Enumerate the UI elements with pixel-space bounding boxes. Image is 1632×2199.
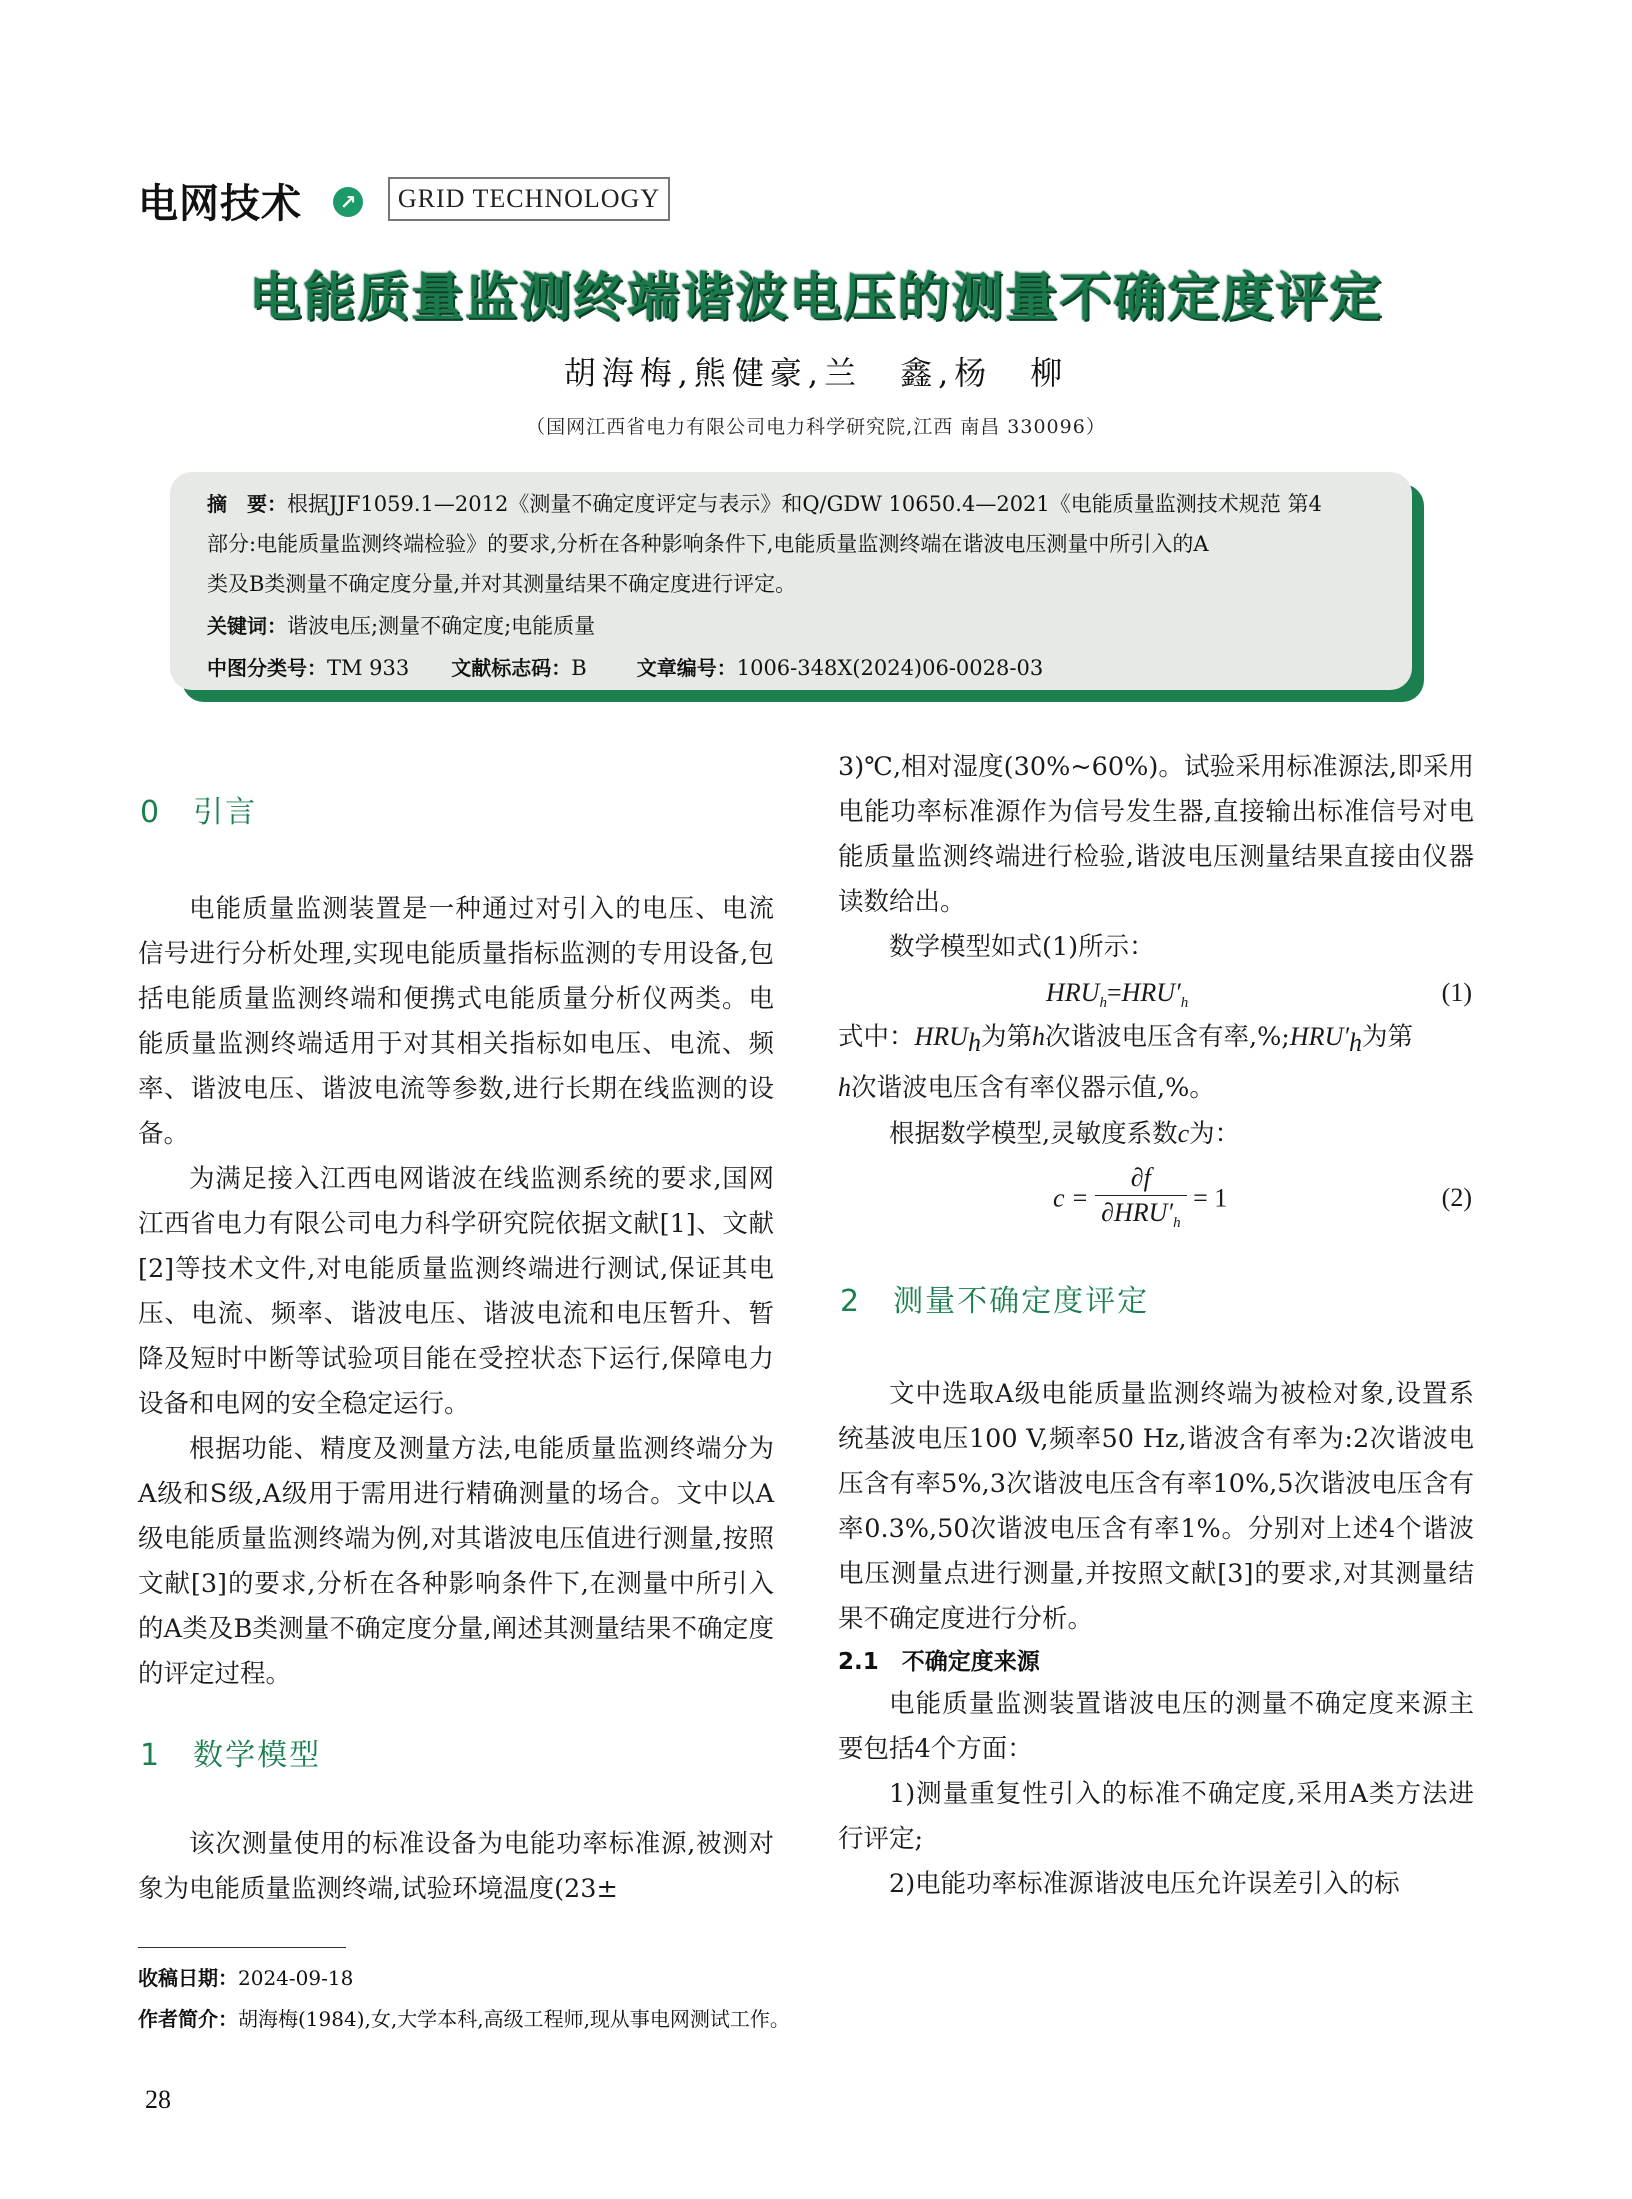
abstract-line-3: 类及B类测量不确定度分量,并对其测量结果不确定度进行评定。 [207, 572, 797, 596]
section-tag-english: GRID TECHNOLOGY [388, 177, 670, 221]
paragraph: 数学模型如式(1)所示： [889, 932, 1155, 962]
equation-number: (1) [1441, 978, 1472, 1007]
right-column [838, 745, 1474, 1907]
page-number: 28 [145, 2085, 171, 2114]
authors: 胡海梅,熊健豪,兰 鑫,杨 柳 [563, 354, 1069, 392]
paragraph: 电能质量监测装置是一种通过对引入的电压、电流信号进行分析处理,实现电能质量指标监测的专用设备,包括电能质量监测终端和便携式电能质量分析仪两类。电能质量监测终端适用于对其相关指标如电压、电流、频率、谐波电压、谐波电流等参数,进行长期在线监测的设备。 [138, 894, 774, 1149]
abstract-line-1: 摘 要：根据JJF1059.1—2012《测量不确定度评定与表示》和Q/GDW 10650.4—2021《电能质量监测技术规范 第4 [207, 492, 1322, 516]
keywords-label: 关键词： [207, 614, 287, 638]
abstract-label: 摘 要： [207, 492, 287, 516]
paragraph: 3)℃,相对湿度(30%~60%)。试验采用标准源法,即采用电能功率标准源作为信号发生器,直接输出标准信号对电能质量监测终端进行检验,谐波电压测量结果直接由仪器读数给出。 [838, 752, 1474, 917]
footnote-received: 收稿日期：2024-09-18 [138, 1966, 354, 1990]
abstract-line-2: 部分:电能质量监测终端检验》的要求,分析在各种影响条件下,电能质量监测终端在谐波电压测量中所引入的A [207, 532, 1209, 556]
equation-2: c = $\frac{\partial f}{\partial HRU'_h}$ = 1 (2) [1053, 1163, 1472, 1232]
paper-title: 电能质量监测终端谐波电压的测量不确定度评定 [248, 268, 1383, 328]
paragraph: 文中选取A级电能质量监测终端为被检对象,设置系统基波电压100 V,频率50 Hz,谐波含有率为:2次谐波电压含有率5%,3次谐波电压含有率10%,5次谐波电压含有率0.3%,50次谐波电压含有率1%。分别对上述4个谐波电压测量点进行测量,并按照文献[3]的要求,对其测量结果不确定度进行分析。 [838, 1379, 1474, 1635]
subheading-sources: 2.1 不确定度来源 [838, 1649, 1040, 1676]
keywords: 关键词：谐波电压;测量不确定度;电能质量 [207, 614, 596, 638]
heading-uncertainty: 2 测量不确定度评定 [840, 1284, 1150, 1320]
classification-line: 中图分类号：TM 933 文献标志码：B 文章编号：1006-348X(2024)06-0028-03 [207, 656, 1044, 680]
left-column [138, 790, 774, 1912]
footnote-divider [138, 1947, 346, 1948]
equation-number: (2) [1441, 1183, 1472, 1213]
paragraph: 2)电能功率标准源谐波电压允许误差引入的标 [889, 1869, 1400, 1900]
paragraph: 1)测量重复性引入的标准不确定度,采用A类方法进行评定; [838, 1779, 1474, 1855]
paragraph: 电能质量监测装置谐波电压的测量不确定度来源主要包括4个方面： [838, 1689, 1474, 1765]
heading-introduction: 0 引言 [140, 795, 258, 830]
paragraph: 该次测量使用的标准设备为电能功率标准源,被测对象为电能质量监测终端,试验环境温度(23± [138, 1829, 774, 1904]
section-tag: 电网技术 [138, 181, 302, 227]
paragraph: 根据数学模型,灵敏度系数c为： [889, 1119, 1241, 1150]
arrow-up-right-icon: ↗ [333, 187, 363, 217]
affiliation: （国网江西省电力有限公司电力科学研究院,江西 南昌 330096） [526, 416, 1106, 438]
paragraph: 式中：$HRU_h$为第h次谐波电压含有率$,\%;HRU'_h$为第 h次谐波电压含有率仪器示值,%。 [838, 1022, 1414, 1104]
equation-1: $HRU_h=HRU'_h$ (1) [838, 970, 1474, 1014]
paragraph: 根据功能、精度及测量方法,电能质量监测终端分为A级和S级,A级用于需用进行精确测量的场合。文中以A级电能质量监测终端为例,对其谐波电压值进行测量,按照文献[3]的要求,分析在各种影响条件下,在测量中所引入的A类及B类测量不确定度分量,阐述其测量结果不确定度的评定过程。 [138, 1434, 774, 1689]
heading-math-model: 1 数学模型 [140, 1738, 322, 1773]
footnote-author: 作者简介：胡海梅(1984),女,大学本科,高级工程师,现从事电网测试工作。 [138, 2007, 790, 2031]
paragraph: 为满足接入江西电网谐波在线监测系统的要求,国网江西省电力有限公司电力科学研究院依据文献[1]、文献[2]等技术文件,对电能质量监测终端进行测试,保证其电压、电流、频率、谐波电压、谐波电流和电压暂升、暂降及短时中断等试验项目能在受控状态下运行,保障电力设备和电网的安全稳定运行。 [138, 1164, 774, 1419]
